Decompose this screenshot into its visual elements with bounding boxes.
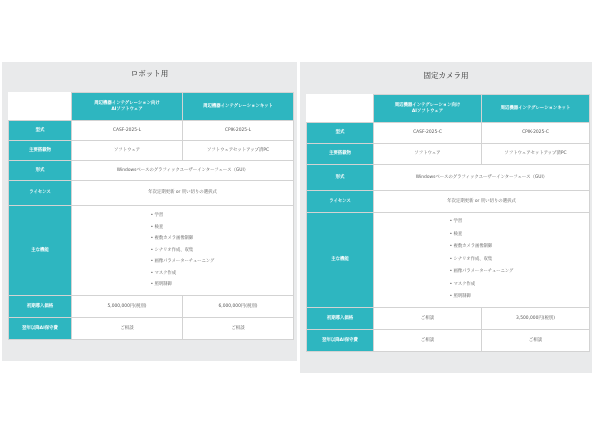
row-label: 主要搭載物 (307, 144, 374, 165)
list-item: • 照明制御 (450, 291, 514, 304)
table-row (9, 296, 294, 318)
table-cell: 5,000,000円(税別) (72, 296, 183, 318)
table-row (9, 206, 294, 296)
robot-panel (2, 62, 297, 361)
column-header-ai-software (374, 95, 482, 123)
list-item: • 複数カメラ画像制御 (450, 241, 514, 254)
table-cell: 3,500,000円(税別) (482, 308, 590, 330)
column-header-ai-software (72, 93, 183, 121)
fixed-camera-panel (300, 62, 592, 373)
list-item: • シナリオ作成、収集 (151, 245, 215, 257)
list-item: • 画像パラメーターチューニング (450, 266, 514, 279)
list-item: • 学習 (151, 210, 215, 222)
table-row (9, 121, 294, 141)
table-row (9, 141, 294, 161)
table-row (9, 181, 294, 206)
table-corner (9, 93, 72, 121)
list-item: • シナリオ作成、収集 (450, 254, 514, 267)
spec-table (306, 94, 590, 352)
spec-table (8, 92, 294, 340)
list-item: • マスク作成 (151, 268, 215, 280)
table-cell: CPIK-2025-L (183, 121, 294, 141)
column-header-label: 周辺機器インテグレーション向け AIソフトウェア (94, 101, 160, 112)
column-header-label: 周辺機器インテグレーションキット (500, 105, 571, 111)
row-label: 型式 (307, 123, 374, 144)
table-cell: 6,000,000円(税別) (183, 296, 294, 318)
list-item: • 複数カメラ画像制御 (151, 233, 215, 245)
table-cell: 年次定期更新 or 買い切りの選択式 (374, 191, 590, 213)
table-cell: ご相談 (183, 318, 294, 340)
row-label: 主な機能 (307, 213, 374, 308)
table-row (307, 308, 590, 330)
table-row (9, 318, 294, 340)
table-cell: Windowsベースのグラフィックユーザーインターフェース（GUI） (72, 161, 294, 181)
feature-list-cell (374, 213, 590, 308)
row-label: 翌年以降AI保守費 (307, 330, 374, 352)
table-cell: ご相談 (374, 308, 482, 330)
list-item: • 照明制御 (151, 279, 215, 291)
list-item: • 検査 (151, 222, 215, 234)
row-label: 形式 (9, 161, 72, 181)
table-cell: CASF-2025-L (72, 121, 183, 141)
column-header-integration-kit (482, 95, 590, 123)
list-item: • 画像パラメーターチューニング (151, 256, 215, 268)
panel-title: 固定カメラ用 (423, 71, 469, 80)
table-row (307, 330, 590, 352)
table-cell: ご相談 (374, 330, 482, 352)
feature-list (450, 216, 514, 304)
table-cell: ソフトウェアセットアップ済PC (183, 141, 294, 161)
table-row (307, 123, 590, 144)
panel-title: ロボット用 (130, 69, 169, 78)
feature-list-cell (72, 206, 294, 296)
row-label: 形式 (307, 165, 374, 191)
list-item: • マスク作成 (450, 279, 514, 292)
table-row (307, 165, 590, 191)
table-row (307, 144, 590, 165)
table-cell: CPIK-2025-C (482, 123, 590, 144)
table-cell: ソフトウェア (72, 141, 183, 161)
row-label: 主要搭載物 (9, 141, 72, 161)
table-corner (307, 95, 374, 123)
row-label: 初期導入価格 (307, 308, 374, 330)
feature-list (151, 210, 215, 291)
table-cell: ご相談 (72, 318, 183, 340)
row-label: ライセンス (9, 181, 72, 206)
table-cell: Windowsベースのグラフィックユーザーインターフェース（GUI） (374, 165, 590, 191)
row-label: 初期導入価格 (9, 296, 72, 318)
table-cell: ソフトウェアセットアップ済PC (482, 144, 590, 165)
table-cell: 年次定期更新 or 買い切りの選択式 (72, 181, 294, 206)
row-label: ライセンス (307, 191, 374, 213)
row-label: 型式 (9, 121, 72, 141)
table-row (9, 161, 294, 181)
table-cell: CASF-2025-C (374, 123, 482, 144)
column-header-label: 周辺機器インテグレーション向け AIソフトウェア (394, 103, 461, 114)
list-item: • 学習 (450, 216, 514, 229)
table-cell: ご相談 (482, 330, 590, 352)
list-item: • 検査 (450, 229, 514, 242)
table-row (307, 213, 590, 308)
table-cell: ソフトウェア (374, 144, 482, 165)
table-row (307, 191, 590, 213)
column-header-label: 周辺機器インテグレーションキット (203, 103, 273, 109)
row-label: 主な機能 (9, 206, 72, 296)
column-header-integration-kit (183, 93, 294, 121)
row-label: 翌年以降AI保守費 (9, 318, 72, 340)
